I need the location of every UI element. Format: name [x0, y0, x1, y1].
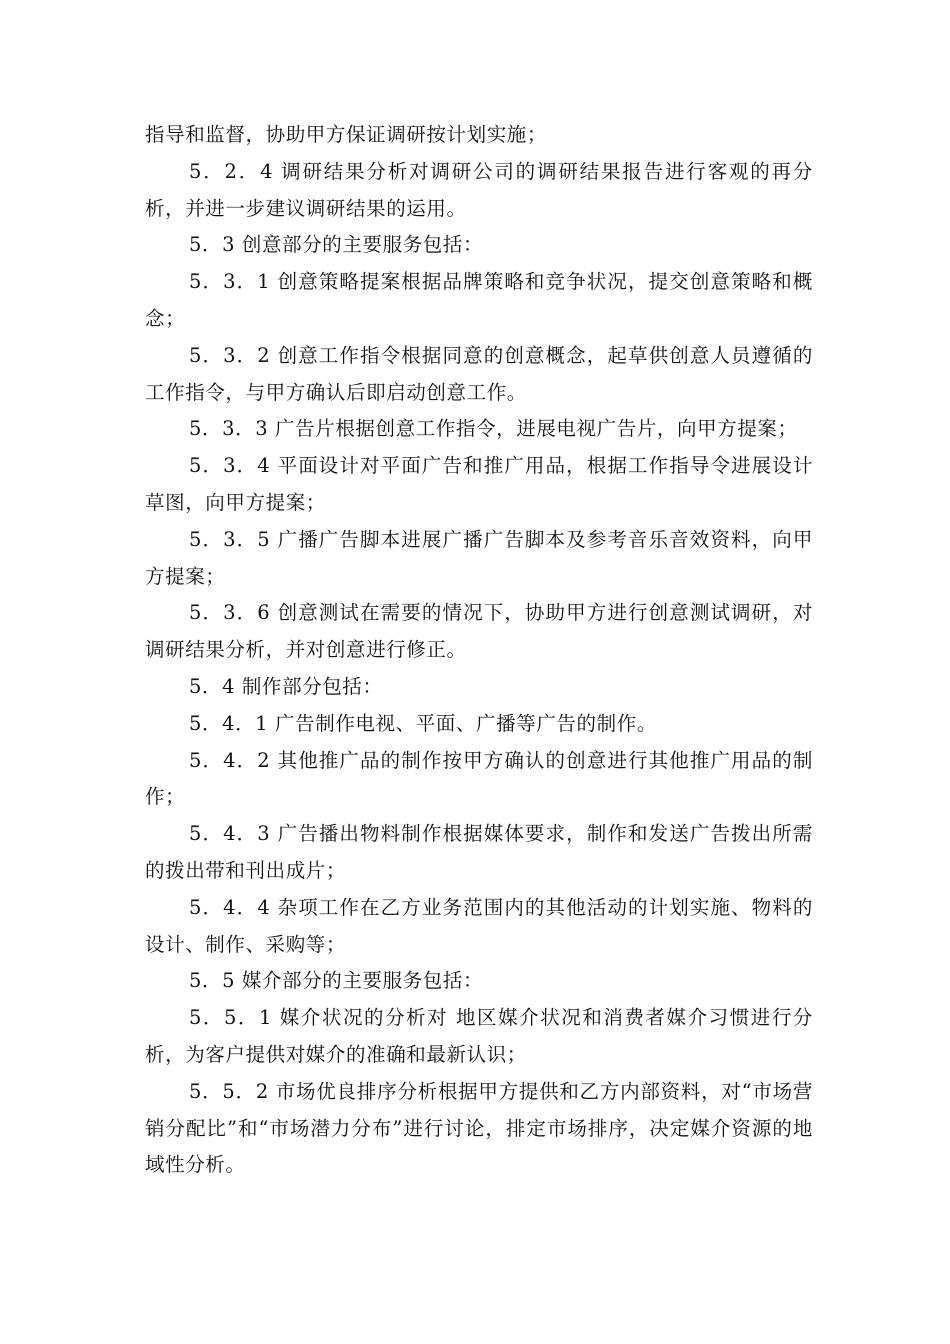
- paragraph-5-3-4: 5．3．4 平面设计对平面广告和推广用品，根据工作指导令进展设计草图，向甲方提案；: [145, 454, 813, 514]
- paragraph-5-4-2: 5．4．2 其他推广品的制作按甲方确认的创意进行其他推广用品的制作；: [145, 748, 813, 809]
- paragraph-5-4-3: 5．4．3 广告播出物料制作根据媒体要求，制作和发送广告拨出所需的拨出带和刊出成片；: [145, 822, 813, 882]
- paragraph-continuation: 指导和监督，协助甲方保证调研按计划实施；: [145, 123, 548, 146]
- paragraph-5-3-6: 5．3．6 创意测试在需要的情况下，协助甲方进行创意测试调研，对调研结果分析，并对创意进行修正。: [145, 601, 813, 662]
- paragraph-5-4-4: 5．4．4 杂项工作在乙方业务范围内的其他活动的计划实施、物料的设计、制作、采购等；: [145, 895, 813, 956]
- heading-5-3: 5．3 创意部分的主要服务包括：: [189, 233, 484, 257]
- document-body: [145, 117, 813, 1184]
- paragraph-5-4-1: 5．4．1 广告制作电视、平面、广播等广告的制作。: [189, 711, 657, 735]
- paragraph-5-3-1: 5．3．1 创意策略提案根据品牌策略和竞争状况，提交创意策略和概念；: [145, 270, 813, 330]
- paragraph-5-2-4: 5．2．4 调研结果分析对调研公司的调研结果报告进行客观的再分析，并进一步建议调研结果的运用。: [145, 159, 813, 220]
- paragraph-5-3-5: 5．3．5 广播广告脚本进展广播广告脚本及参考音乐音效资料，向甲方提案；: [145, 527, 813, 588]
- heading-5-5: 5．5 媒介部分的主要服务包括：: [189, 969, 484, 993]
- paragraph-5-5-1: 5．5．1 媒介状况的分析对 地区媒介状况和消费者媒介习惯进行分析，为客户提供对媒介的准确和最新认识；: [145, 1006, 813, 1066]
- heading-5-4: 5．4 制作部分包括：: [189, 674, 383, 698]
- paragraph-5-3-3: 5．3．3 广告片根据创意工作指令，进展电视广告片，向甲方提案；: [189, 417, 798, 441]
- paragraph-5-5-2: 5．5．2 市场优良排序分析根据甲方提供和乙方内部资料，对“市场营销分配比”和“市场潜力分布”进行讨论，排定市场排序，决定媒介资源的地域性分析。: [145, 1079, 813, 1177]
- paragraph-5-3-2: 5．3．2 创意工作指令根据同意的创意概念，起草供创意人员遵循的工作指令，与甲方确认后即启动创意工作。: [145, 343, 813, 404]
